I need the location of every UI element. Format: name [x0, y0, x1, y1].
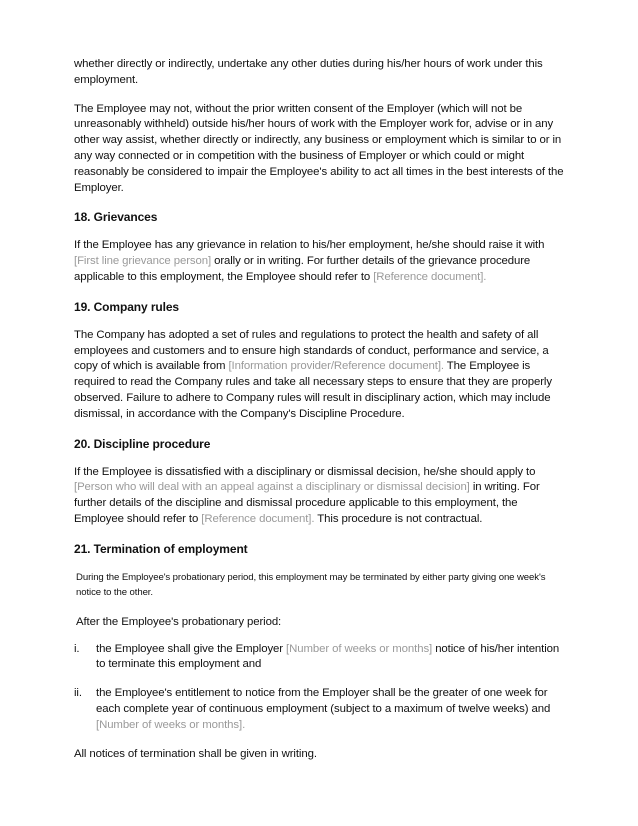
text: the Employee's entitlement to notice from the Employer shall be the greater of one week for each complete year of continuous employment (subject to a maximum of twelve weeks) and	[96, 687, 551, 715]
heading-termination: 21. Termination of employment	[74, 541, 248, 556]
paragraph-outside-work: The Employee may not, without the prior written consent of the Employer (which will not be unreasonably withheld) outside his/her hours of work with the Employer work for, advise or in any other way assist, whether directly or indirectly, any business or employment which is similar to or in any way connected or in competition with the business of Employer or which could or might reasonably be considered to impair the Employee's ability to act all times in the best interests of the Employer.	[74, 102, 564, 194]
placeholder-appeal-person: [Person who will deal with an appeal against a disciplinary or dismissal decision]	[74, 481, 470, 494]
placeholder-grievance-person: [First line grievance person]	[74, 255, 212, 268]
placeholder-notice-period: [Number of weeks or months]	[286, 642, 433, 655]
text: If the Employee is dissatisfied with a disciplinary or dismissal decision, he/she should apply to	[74, 465, 536, 478]
text: the Employee shall give the Employer	[96, 642, 287, 655]
heading-company-rules: 19. Company rules	[74, 299, 180, 314]
paragraph-other-duties: whether directly or indirectly, undertake any other duties during his/her hours of work under this employment.	[74, 58, 543, 86]
paragraph-grievances	[74, 238, 570, 285]
text: The Employee is required to read the Company rules and take all necessary steps to ensure that they are properly observed. Failure to adhere to Company rules will result in disciplinary action, which may include dismissal, in accordance with the Company's Discipline Procedure.	[74, 360, 552, 420]
heading-grievances: 18. Grievances	[74, 210, 158, 225]
paragraph-company-rules	[74, 328, 570, 423]
list-number: i.	[74, 642, 80, 655]
text: orally or in writing. For further details of the grievance procedure applicable to this employment, the Employee should refer to	[74, 255, 531, 283]
heading-discipline-procedure: 20. Discipline procedure	[74, 436, 211, 451]
placeholder-reference-document: [Reference document].	[373, 270, 487, 283]
text: notice of his/her intention to terminate this employment and	[96, 642, 560, 671]
paragraph-notices-in-writing: All notices of termination shall be given in writing.	[74, 747, 317, 760]
list-number: ii.	[74, 687, 82, 700]
text: This procedure is not contractual.	[314, 512, 483, 525]
text: If the Employee has any grievance in relation to his/her employment, he/she should raise it with	[74, 239, 545, 252]
paragraph-discipline	[74, 465, 570, 528]
placeholder-information-provider: [Information provider/Reference document].	[228, 360, 444, 373]
text: in writing. For further details of the discipline and dismissal procedure applicable to this employment, the Employee should refer to	[74, 481, 540, 525]
document-body	[74, 57, 570, 775]
paragraph-probation: During the Employee's probationary period, this employment may be terminated by either party giving one week's notice to the other.	[76, 571, 546, 599]
placeholder-notice-period: [Number of weeks or months].	[96, 718, 246, 731]
paragraph-after-probation: After the Employee's probationary period:	[76, 615, 282, 628]
text: The Company has adopted a set of rules and regulations to protect the health and safety of all employees and customers and to ensure high standards of conduct, performance and service, a copy of which is available from	[74, 328, 549, 373]
placeholder-reference-document: [Reference document].	[201, 512, 315, 525]
list-item	[74, 642, 570, 674]
list-item	[74, 686, 570, 733]
